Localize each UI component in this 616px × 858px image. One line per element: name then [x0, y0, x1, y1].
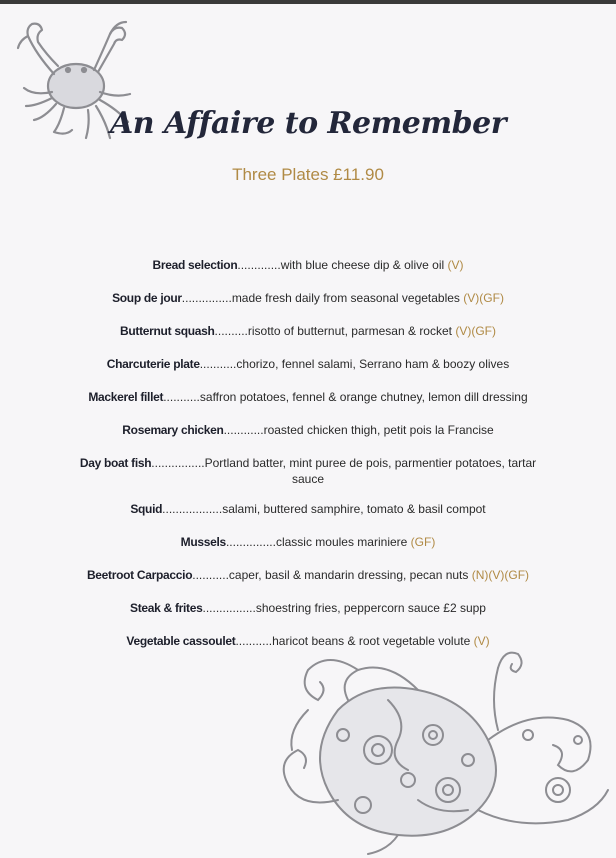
dietary-tags: (V)(GF)	[463, 291, 504, 305]
menu-item	[0, 455, 616, 487]
menu-item	[0, 356, 616, 372]
dish-description: caper, basil & mandarin dressing, pecan nuts	[228, 568, 472, 582]
dietary-tags: (GF)	[410, 535, 436, 549]
menu-item	[0, 290, 616, 306]
menu-item	[0, 257, 616, 273]
menu-item	[0, 389, 616, 405]
menu-price-subtitle: Three Plates £11.90	[232, 165, 384, 184]
dish-leader: ................	[151, 456, 205, 470]
dish-leader: ..........	[214, 324, 248, 338]
dish-description: shoestring fries, peppercorn sauce £2 supp	[255, 601, 486, 615]
menu-item	[0, 600, 616, 616]
dish-description: salami, buttered samphire, tomato & basil compot	[222, 502, 486, 516]
dish-leader: ...............	[181, 291, 232, 305]
dietary-tags: (V)	[447, 258, 464, 272]
dish-description: Portland batter, mint puree de pois, parmentier potatoes, tartar sauce	[204, 456, 537, 486]
dish-name: Rosemary chicken	[122, 423, 224, 437]
menu-item	[0, 567, 616, 583]
dish-name: Bread selection	[152, 258, 238, 272]
dish-name: Beetroot Carpaccio	[86, 568, 193, 582]
dish-description: with blue cheese dip & olive oil	[280, 258, 448, 272]
menu-item	[0, 323, 616, 339]
dish-name: Butternut squash	[120, 324, 215, 338]
dish-leader: ...............	[225, 535, 276, 549]
dish-description: chorizo, fennel salami, Serrano ham & boozy olives	[236, 357, 510, 371]
dish-description: saffron potatoes, fennel & orange chutney, lemon dill dressing	[199, 390, 528, 404]
dish-name: Squid	[130, 502, 163, 516]
menu-item	[0, 534, 616, 550]
octopus-illustration	[268, 640, 616, 858]
dish-leader: .............	[237, 258, 281, 272]
dish-name: Soup de jour	[112, 291, 182, 305]
menu-item	[0, 422, 616, 438]
dish-leader: ...........	[163, 390, 200, 404]
dietary-tags: (N)(V)(GF)	[471, 568, 530, 582]
dish-description: classic moules mariniere	[275, 535, 411, 549]
dish-leader: ............	[223, 423, 264, 437]
dish-name: Day boat fish	[79, 456, 152, 470]
top-border	[0, 0, 616, 4]
dish-leader: ..................	[162, 502, 223, 516]
menu-title: An Affaire to Remember	[109, 106, 507, 141]
dish-description: made fresh daily from seasonal vegetables	[231, 291, 464, 305]
dish-description: risotto of butternut, parmesan & rocket	[247, 324, 456, 338]
dish-name: Steak & frites	[130, 601, 203, 615]
dish-name: Vegetable cassoulet	[126, 634, 236, 648]
dish-leader: ...........	[192, 568, 229, 582]
dish-leader: ...........	[235, 634, 273, 648]
dietary-tags: (V)(GF)	[455, 324, 496, 338]
dish-description: haricot beans & root vegetable volute	[272, 634, 474, 648]
dish-name: Charcuterie plate	[106, 357, 200, 371]
menu-list	[0, 257, 616, 666]
dish-name: Mussels	[180, 535, 226, 549]
dietary-tags: (V)	[473, 634, 490, 648]
dish-leader: ...........	[199, 357, 237, 371]
dish-description: roasted chicken thigh, petit pois la Francise	[263, 423, 494, 437]
dish-name: Mackerel fillet	[88, 390, 164, 404]
menu-item	[0, 501, 616, 517]
dish-leader: ................	[202, 601, 256, 615]
